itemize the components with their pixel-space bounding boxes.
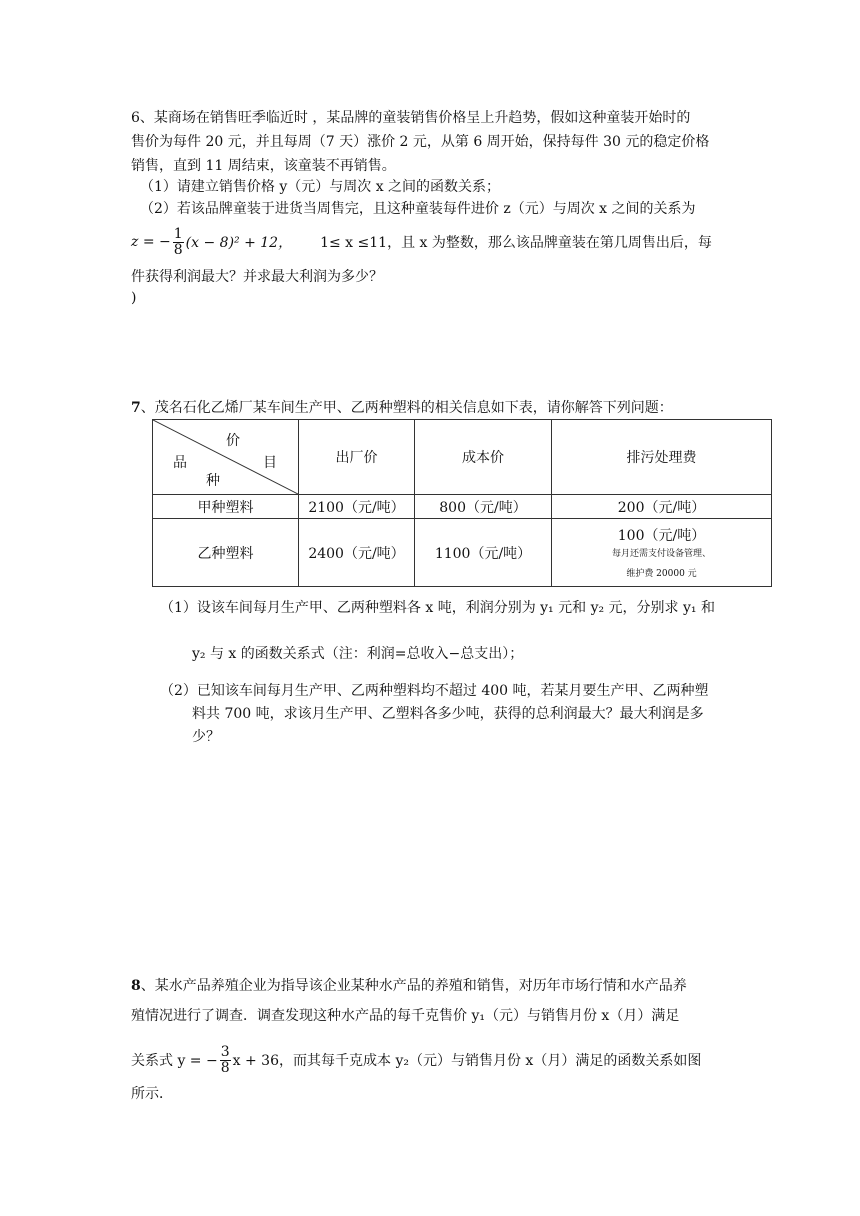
q7-info-table [152,419,772,587]
q8-line1-text: 、某水产品养殖企业为指导该企业某种水产品的养殖和销售，对历年市场行情和水产品养 [140,978,687,994]
q8-number: 8 [131,978,141,994]
q6-formula-left: z = − [131,234,171,250]
q6-line2: 售价为每件 20 元，并且每周（7 天）涨价 2 元，从第 6 周开始，保持每件 30 元的稳定价格 [131,134,710,150]
q8-frac-num: 3 [220,1043,230,1060]
q7-part1-line1: （1）设该车间每月生产甲、乙两种塑料各 x 吨，利润分别为 y₁ 元和 y₂ 元，分别求 y₁ 和 [160,600,715,616]
q8-line3-pre: 关系式 y = − [131,1053,218,1069]
table-row [153,519,772,587]
row-factory-price: 2400（元/吨） [299,519,415,587]
table-header-row [153,420,772,495]
row-note-line1: 每月还需支付设备管理、 [611,548,711,559]
q7-intro-text: 、茂名石化乙烯厂某车间生产甲、乙两种塑料的相关信息如下表，请你解答下列问题： [140,400,673,416]
q8-line3 [131,1040,701,1080]
q8-line3-post: x + 36，而其每千克成本 y₂（元）与销售月份 x（月）满足的函数关系如图 [232,1053,702,1069]
header-pollution-fee: 排污处理费 [552,420,772,495]
diag-label-zhong: 种 [206,473,220,489]
q7-part2-line2: 料共 700 吨，求该月生产甲、乙塑料各多少吨，获得的总利润最大？最大利润是多 [192,706,704,722]
q7-number: 7 [131,400,141,416]
q8-fraction [220,1045,231,1076]
q6-line3: 销售，直到 11 周结束，该童装不再销售。 [131,158,396,174]
row-cost-price: 800（元/吨） [415,495,552,519]
diag-label-mu: 目 [263,455,277,471]
diagonal-header-cell [153,420,299,495]
q6-paren: ) [131,290,137,306]
q8-line4: 所示． [131,1086,173,1102]
row-name: 甲种塑料 [153,495,299,519]
q7-part2-line1: （2）已知该车间每月生产甲、乙两种塑料均不超过 400 吨，若某月要生产甲、乙两种塑 [160,683,709,699]
q6-line-last: 件获得利润最大？并求最大利润为多少？ [131,269,383,285]
q8-line1 [131,975,687,997]
q6-line1: 6、某商场在销售旺季临近时 ，某品牌的童装销售价格呈上升趋势，假如这种童装开始时的 [131,110,691,126]
q8-line2: 殖情况进行了调查．调查发现这种水产品的每千克售价 y₁（元）与销售月份 x（月）满足 [131,1008,680,1024]
q6-formula-right: (x − 8)² + 12， [185,235,293,251]
q6-frac-num: 1 [173,225,183,242]
header-factory-price: 出厂价 [299,420,415,495]
header-cost-price: 成本价 [415,420,552,495]
q6-fraction [173,227,184,258]
row-factory-price: 2100（元/吨） [299,495,415,519]
row-pollution-fee: 100（元/吨） [617,527,706,544]
q8-frac-den: 8 [220,1059,230,1076]
table-row [153,495,772,519]
q6-frac-den: 8 [173,241,183,258]
q6-part1: （1）请建立销售价格 y（元）与周次 x 之间的函数关系； [140,179,501,195]
q7-part1-line2: y₂ 与 x 的函数关系式（注：利润=总收入−总支出）； [192,646,524,662]
diag-label-pin: 品 [173,455,187,471]
row-cost-price: 1100（元/吨） [415,519,552,587]
q7-intro [131,397,673,419]
row-pollution-fee: 200（元/吨） [552,495,772,519]
diag-label-jia: 价 [226,433,240,449]
q6-formula-row [131,222,712,262]
row-pollution-fee-cell [552,519,772,587]
q6-condition: 1≤ x ≤11，且 x 为整数，那么该品牌童装在第几周售出后，每 [320,235,712,251]
q6-part2: （2）若该品牌童装于进货当周售完，且这种童装每件进价 z（元）与周次 x 之间的关系为 [140,201,696,217]
q7-part2-line3: 少？ [192,729,220,745]
row-note-line2: 维护费 20000 元 [626,568,697,579]
row-name: 乙种塑料 [153,519,299,587]
